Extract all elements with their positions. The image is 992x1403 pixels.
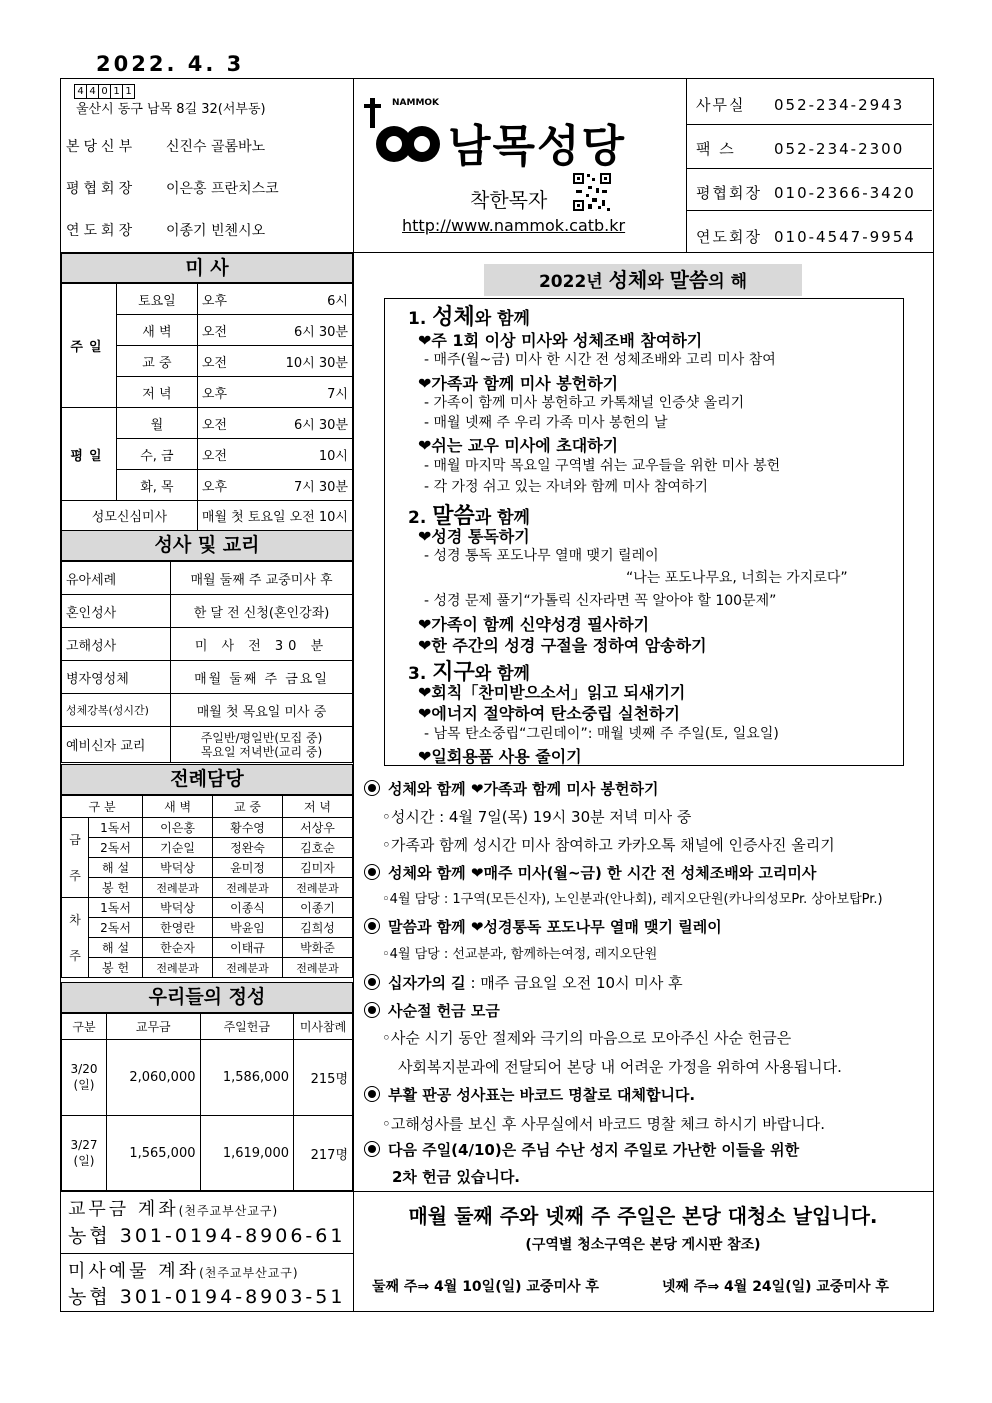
liturgy-person: 박화준 bbox=[283, 938, 353, 958]
liturgy-person: 이종식 bbox=[213, 898, 283, 918]
liturgy-person: 전례분과 bbox=[283, 878, 353, 898]
sacrament-label: 유아세례 bbox=[62, 562, 171, 595]
liturgy-person: 정완숙 bbox=[213, 838, 283, 858]
account-rule bbox=[61, 1253, 353, 1254]
announcement-bullet: 사순절 헌금 모금 bbox=[364, 1000, 500, 1021]
office-phone: 052-234-2943 bbox=[774, 96, 905, 114]
liturgy-person: 이종기 bbox=[283, 898, 353, 918]
announcement-bullet: 성체와 함께 ❤가족과 함께 미사 봉헌하기 bbox=[364, 778, 659, 799]
motto: 착한목자 bbox=[470, 188, 548, 212]
bullet-circle-icon bbox=[364, 1141, 380, 1157]
offering-sunday: 1,619,000 bbox=[200, 1116, 294, 1191]
announcement-bullet: 부활 판공 성사표는 바코드 명찰로 대체합니다. bbox=[364, 1084, 695, 1105]
announcement-small: ◦4월 담당 : 선교분과, 함께하는여정, 레지오단원 bbox=[382, 947, 658, 962]
mass-time: 7시 bbox=[246, 377, 353, 408]
prayer-phone-label: 연도회장 bbox=[696, 228, 762, 246]
offering-dow: (일) bbox=[73, 1153, 95, 1168]
theme-line-sub: - 매월 마지막 목요일 구역별 쉬는 교우들을 위한 미사 봉헌 bbox=[424, 458, 781, 474]
contact-rule bbox=[687, 168, 932, 169]
mass-account-number: 농협 301-0194-8903-51 bbox=[68, 1286, 346, 1308]
liturgy-person: 전례분과 bbox=[213, 958, 283, 978]
mass-ampm: 오전 bbox=[197, 439, 246, 470]
theme-line-item: ❤성경 통독하기 bbox=[418, 527, 530, 546]
church-info bbox=[66, 80, 350, 250]
offering-sunday: 1,586,000 bbox=[200, 1040, 294, 1116]
offering-header: 미사참례 bbox=[294, 1014, 353, 1040]
mass-time: 6시 30분 bbox=[246, 408, 353, 439]
sacrament-label: 고해성사 bbox=[62, 628, 171, 661]
liturgy-role: 2독서 bbox=[89, 918, 143, 938]
mass-time: 10시 30분 bbox=[246, 346, 353, 377]
church-name: 남목성당 bbox=[448, 121, 627, 172]
cleaning-fourth-week: 넷째 주⇒ 4월 24일(일) 교중미사 후 bbox=[662, 1279, 889, 1295]
devotion-label: 성모신심미사 bbox=[62, 501, 198, 531]
mass-day: 새 벽 bbox=[116, 315, 197, 346]
weekday-label: 평일 bbox=[62, 408, 117, 501]
sunday-label: 주일 bbox=[62, 284, 117, 408]
theme-line-sub: - 성경 문제 풀기“가톨릭 신자라면 꼭 알아야 할 100문제” bbox=[424, 593, 777, 609]
announcement-dot: ◦고해성사를 보신 후 사무실에서 바코드 명찰 체크 하시기 바랍니다. bbox=[382, 1115, 825, 1133]
liturgy-person: 서상우 bbox=[283, 818, 353, 838]
liturgy-role: 봉 헌 bbox=[89, 878, 143, 898]
theme-line-head: 1. 성체와 함께 bbox=[408, 305, 530, 330]
liturgy-person: 김호순 bbox=[283, 838, 353, 858]
sacrament-value: 매월 둘째 주 금요일 bbox=[171, 661, 353, 694]
offering-attendance: 217명 bbox=[294, 1116, 353, 1191]
this-week-label: 금 bbox=[69, 832, 81, 847]
liturgy-person: 이은홍 bbox=[143, 818, 213, 838]
mass-day: 교 중 bbox=[116, 346, 197, 377]
theme-line-item: ❤가족과 함께 미사 봉헌하기 bbox=[418, 374, 619, 393]
theme-line-item: ❤회칙「찬미받으소서」읽고 되새기기 bbox=[418, 683, 686, 702]
bullet-circle-icon bbox=[364, 780, 380, 796]
offering-date: 3/27 bbox=[70, 1137, 98, 1152]
council-label: 평협회장 bbox=[66, 181, 137, 197]
church-logo bbox=[364, 92, 684, 252]
theme-line-item: ❤한 주간의 성경 구절을 정하여 암송하기 bbox=[418, 636, 707, 655]
fax-number: 052-234-2300 bbox=[774, 140, 905, 158]
liturgy-person: 전례분과 bbox=[283, 958, 353, 978]
theme-line-head: 3. 지구와 함께 bbox=[408, 660, 530, 685]
sacrament-value: 한 달 전 신청(혼인강좌) bbox=[171, 595, 353, 628]
bullet-circle-icon bbox=[364, 1086, 380, 1102]
offering-header: 교무금 bbox=[107, 1014, 201, 1040]
sacraments-title: 성사 및 교리 bbox=[61, 530, 353, 561]
theme-line-item: ❤주 1회 이상 미사와 성체조배 참여하기 bbox=[418, 331, 703, 350]
liturgy-person: 기순일 bbox=[143, 838, 213, 858]
theme-line-sub: - 각 가정 쉬고 있는 자녀와 함께 미사 참여하기 bbox=[424, 479, 709, 495]
pastor-name: 신진수 골롬바노 bbox=[166, 139, 266, 155]
sacrament-value: 주일반/평일반(모집 중) bbox=[200, 730, 323, 745]
announcement-bullet: 성체와 함께 ❤매주 미사(월~금) 한 시간 전 성체조배와 고리미사 bbox=[364, 862, 816, 883]
liturgy-role: 1독서 bbox=[89, 898, 143, 918]
mass-day: 저 녁 bbox=[116, 377, 197, 408]
liturgy-header: 저 녁 bbox=[283, 796, 353, 818]
council-name: 이은홍 프란치스코 bbox=[166, 181, 279, 197]
council-phone-label: 평협회장 bbox=[696, 184, 762, 202]
contact-rule bbox=[687, 124, 932, 125]
mass-day: 수, 금 bbox=[116, 439, 197, 470]
devotion-value: 매월 첫 토요일 오전 10시 bbox=[197, 501, 352, 531]
liturgy-role: 봉 헌 bbox=[89, 958, 143, 978]
announcement-dot2: 사회복지분과에 전달되어 본당 내 어려운 가정을 위하여 사용됩니다. bbox=[398, 1058, 842, 1076]
logo-small-text: NAMMOK bbox=[392, 98, 440, 108]
mass-ampm: 오전 bbox=[197, 408, 246, 439]
bulletin-date: 2022. 4. 3 bbox=[96, 52, 245, 76]
column-divider bbox=[353, 79, 354, 1311]
office-label: 사무실 bbox=[696, 96, 746, 114]
sacrament-label: 혼인성사 bbox=[62, 595, 171, 628]
sacrament-value: 매월 둘째 주 교중미사 후 bbox=[171, 562, 353, 595]
liturgy-title: 전례담당 bbox=[61, 764, 353, 795]
footer-top-rule bbox=[61, 1191, 933, 1192]
liturgy-person: 윤미정 bbox=[213, 858, 283, 878]
offering-tithe: 2,060,000 bbox=[107, 1040, 201, 1116]
announcement-dot: ◦사순 시기 동안 절제와 극기의 마음으로 모아주신 사순 헌금은 bbox=[382, 1029, 792, 1047]
this-week-label: 주 bbox=[69, 868, 81, 883]
qr-code-icon bbox=[572, 172, 612, 212]
bullet-circle-icon bbox=[364, 974, 380, 990]
liturgy-person: 한영란 bbox=[143, 918, 213, 938]
theme-line-item: ❤에너지 절약하여 탄소중립 실천하기 bbox=[418, 704, 680, 723]
mass-day: 토요일 bbox=[116, 284, 197, 315]
liturgy-person: 김희성 bbox=[283, 918, 353, 938]
offering-tithe: 1,565,000 bbox=[107, 1116, 201, 1191]
prayer-label: 연도회장 bbox=[66, 223, 137, 239]
mass-ampm: 오후 bbox=[197, 470, 246, 501]
theme-line-sub: - 남목 탄소중립“그린데이”: 매월 넷째 주 주일(토, 일요일) bbox=[424, 726, 779, 742]
bullet-circle-icon bbox=[364, 918, 380, 934]
liturgy-person: 박덕상 bbox=[143, 898, 213, 918]
cleaning-title: 매월 둘째 주와 넷째 주 주일은 본당 대청소 날입니다. bbox=[408, 1204, 878, 1228]
theme-line-head: 2. 말씀과 함께 bbox=[408, 504, 530, 529]
website-link[interactable]: http://www.nammok.catb.kr bbox=[402, 216, 626, 235]
announcement-dot: ◦성시간 : 4월 7일(목) 19시 30분 저녁 미사 중 bbox=[382, 808, 692, 826]
mass-time: 10시 bbox=[246, 439, 353, 470]
theme-title: 2022년 성체와 말씀의 해 bbox=[484, 264, 802, 296]
theme-line-sub: - 가족이 함께 미사 봉헌하고 카톡채널 인증샷 올리기 bbox=[424, 395, 745, 411]
header-divider bbox=[686, 79, 687, 252]
next-week-label: 차 bbox=[69, 912, 81, 927]
offering-attendance: 215명 bbox=[294, 1040, 353, 1116]
theme-line-sub: - 매주(월~금) 미사 한 시간 전 성체조배와 고리 미사 참여 bbox=[424, 352, 776, 368]
liturgy-person: 전례분과 bbox=[143, 878, 213, 898]
zip-code: 4 4 0 1 1 bbox=[74, 84, 134, 99]
sacrament-value-2: 목요일 저녁반(교리 중) bbox=[200, 744, 323, 759]
liturgy-role: 2독서 bbox=[89, 838, 143, 858]
offering-header: 구분 bbox=[62, 1014, 107, 1040]
cleaning-subtitle: (구역별 청소구역은 본당 게시판 참조) bbox=[525, 1237, 761, 1253]
theme-line-item: ❤쉬는 교우 미사에 초대하기 bbox=[418, 436, 619, 455]
contact-rule bbox=[687, 210, 932, 211]
theme-line-item: ❤가족이 함께 신약성경 필사하기 bbox=[418, 615, 650, 634]
mass-time: 6시 bbox=[246, 284, 353, 315]
liturgy-person: 전례분과 bbox=[213, 878, 283, 898]
liturgy-role: 해 설 bbox=[89, 858, 143, 878]
council-phone: 010-2366-3420 bbox=[774, 184, 916, 202]
mass-time: 6시 30분 bbox=[246, 315, 353, 346]
sacrament-value: 미 사 전 30 분 bbox=[171, 628, 353, 661]
tithe-account-number: 농협 301-0194-8906-61 bbox=[68, 1225, 346, 1247]
liturgy-person: 황수영 bbox=[213, 818, 283, 838]
announcement-bullet: 말씀과 함께 ❤성경통독 포도나무 열매 맺기 릴레이 bbox=[364, 916, 722, 937]
offering-header: 주일헌금 bbox=[200, 1014, 294, 1040]
fax-label: 팩 스 bbox=[696, 140, 736, 158]
mass-day: 화, 목 bbox=[116, 470, 197, 501]
mass-ampm: 오후 bbox=[197, 284, 246, 315]
liturgy-person: 김미자 bbox=[283, 858, 353, 878]
liturgy-table bbox=[61, 795, 353, 978]
sacrament-label: 예비신자 교리 bbox=[62, 727, 171, 763]
sacraments-table bbox=[61, 561, 353, 763]
theme-line-sub: - 성경 통독 포도나무 열매 맺기 릴레이 bbox=[424, 548, 659, 564]
cleaning-second-week: 둘째 주⇒ 4월 10일(일) 교중미사 후 bbox=[372, 1279, 599, 1295]
announcement-dot: ◦가족과 함께 성시간 미사 참여하고 카카오톡 채널에 인증사진 올리기 bbox=[382, 836, 835, 854]
announcement-small: ◦4월 담당 : 1구역(모든신자), 노인분과(안나회), 레지오단원(카나의성모Pr. 상아보탑Pr.) bbox=[382, 892, 883, 907]
sacrament-label: 병자영성체 bbox=[62, 661, 171, 694]
liturgy-header: 새 벽 bbox=[143, 796, 213, 818]
mass-ampm: 오전 bbox=[197, 346, 246, 377]
theme-line-sub: - 매월 넷째 주 우리 가족 미사 봉헌의 날 bbox=[424, 415, 668, 431]
prayer-phone: 010-4547-9954 bbox=[774, 228, 916, 246]
offering-date: 3/20 bbox=[70, 1062, 98, 1076]
mass-table bbox=[61, 283, 353, 531]
mass-account-label: 미사예물 계좌(천주교부산교구) bbox=[68, 1261, 299, 1282]
theme-line-item: ❤일회용품 사용 줄이기 bbox=[418, 747, 582, 766]
announcement-bold2: 2차 헌금 있습니다. bbox=[392, 1168, 521, 1186]
theme-line-quote: “나는 포도나무요, 너희는 가지로다” bbox=[626, 570, 848, 586]
offerings-title: 우리들의 정성 bbox=[61, 982, 353, 1013]
liturgy-person: 이태규 bbox=[213, 938, 283, 958]
liturgy-person: 박덕상 bbox=[143, 858, 213, 878]
liturgy-person: 박윤임 bbox=[213, 918, 283, 938]
mass-time: 7시 30분 bbox=[246, 470, 353, 501]
bullet-circle-icon bbox=[364, 1002, 380, 1018]
mass-ampm: 오전 bbox=[197, 315, 246, 346]
offerings-table bbox=[61, 1013, 353, 1191]
liturgy-person: 전례분과 bbox=[143, 958, 213, 978]
liturgy-role: 해 설 bbox=[89, 938, 143, 958]
liturgy-role: 1독서 bbox=[89, 818, 143, 838]
pastor-label: 본당신부 bbox=[66, 139, 137, 155]
address: 울산시 동구 남목 8길 32(서부동) bbox=[76, 102, 266, 117]
prayer-name: 이종기 빈첸시오 bbox=[166, 223, 266, 239]
mass-ampm: 오후 bbox=[197, 377, 246, 408]
liturgy-header: 교 중 bbox=[213, 796, 283, 818]
sacrament-value: 매월 첫 목요일 미사 중 bbox=[171, 694, 353, 727]
sacrament-label: 성체강복(성시간) bbox=[62, 694, 171, 727]
liturgy-person: 한순자 bbox=[143, 938, 213, 958]
mass-title: 미 사 bbox=[61, 253, 353, 283]
offering-dow: (일) bbox=[73, 1078, 95, 1092]
bullet-circle-icon bbox=[364, 864, 380, 880]
mass-day: 월 bbox=[116, 408, 197, 439]
next-week-label: 주 bbox=[69, 948, 81, 963]
announcement-bullet: 다음 주일(4/10)은 주님 수난 성지 주일로 가난한 이들을 위한 bbox=[364, 1139, 799, 1160]
liturgy-header: 구 분 bbox=[62, 796, 143, 818]
tithe-account-label: 교무금 계좌(천주교부산교구) bbox=[68, 1199, 279, 1220]
announcement-bullet-split: 십자가의 길 : 매주 금요일 오전 10시 미사 후 bbox=[364, 972, 683, 993]
